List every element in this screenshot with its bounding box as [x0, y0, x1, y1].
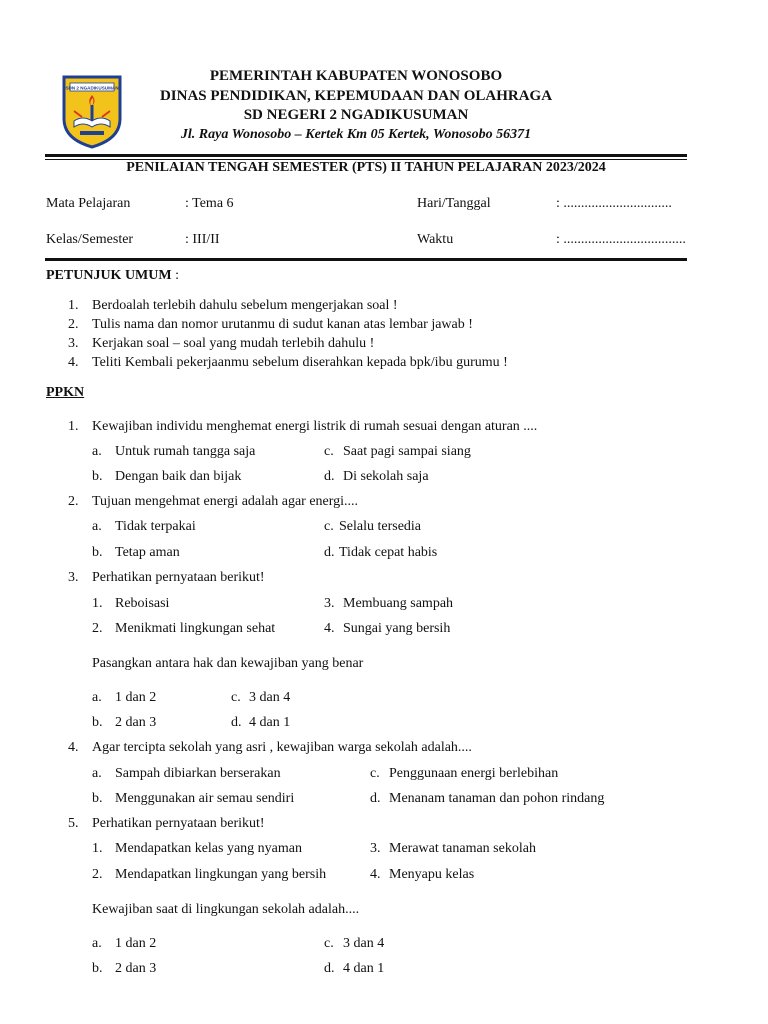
option-label: d. [231, 715, 242, 730]
date-label: Hari/Tanggal [417, 196, 491, 211]
option-label: d. [370, 791, 381, 806]
option-label: b. [92, 961, 103, 976]
option-text: Saat pagi sampai siang [343, 444, 471, 459]
statement-text: Menyapu kelas [389, 867, 475, 882]
statement-text: Sungai yang bersih [343, 621, 451, 636]
question-prompt: Pasangkan antara hak dan kewajiban yang benar [92, 656, 364, 671]
option-text: Penggunaan energi berlebihan [389, 766, 559, 781]
question-number: 5. [68, 816, 79, 831]
statement-text: Merawat tanaman sekolah [389, 841, 536, 856]
option-text: Untuk rumah tangga saja [115, 444, 256, 459]
section-title: PPKN [46, 385, 85, 400]
statement-label: 4. [324, 621, 335, 636]
instruction-number: 3. [68, 336, 79, 351]
header-government: PEMERINTAH KABUPATEN WONOSOBO [209, 68, 503, 84]
header-school-name: SD NEGERI 2 NGADIKUSUMAN [243, 107, 469, 123]
question-number: 3. [68, 570, 79, 585]
statement-label: 1. [92, 841, 103, 856]
instructions-heading-wrap [46, 268, 179, 284]
statement-label: 4. [370, 867, 381, 882]
school-logo [60, 73, 124, 149]
option-text: Selalu tersedia [339, 519, 422, 534]
statement-label: 3. [370, 841, 381, 856]
subject-value: : Tema 6 [185, 196, 234, 211]
question-text: Tujuan mengehmat energi adalah agar energi.... [92, 494, 359, 509]
option-text: 1 dan 2 [115, 936, 157, 951]
option-label: a. [92, 519, 102, 534]
option-label: d. [324, 545, 335, 560]
time-value: : ................................... [556, 232, 686, 247]
option-text: Dengan baik dan bijak [115, 469, 242, 484]
instruction-item: Tulis nama dan nomor urutanmu di sudut kanan atas lembar jawab ! [92, 317, 473, 332]
option-text: Tetap aman [115, 545, 180, 560]
option-label: b. [92, 469, 103, 484]
option-text: Di sekolah saja [343, 469, 429, 484]
statement-text: Mendapatkan kelas yang nyaman [115, 841, 302, 856]
question-text: Perhatikan pernyataan berikut! [92, 570, 265, 585]
statement-text: Membuang sampah [343, 596, 454, 611]
option-text: 4 dan 1 [249, 715, 291, 730]
instruction-number: 2. [68, 317, 79, 332]
header-divider-thick [45, 154, 687, 157]
option-text: Menggunakan air semau sendiri [115, 791, 295, 806]
option-text: 1 dan 2 [115, 690, 157, 705]
option-label: a. [92, 444, 102, 459]
option-text: Menanam tanaman dan pohon rindang [389, 791, 605, 806]
option-label: a. [92, 690, 102, 705]
instruction-number: 4. [68, 355, 79, 370]
question-text: Agar tercipta sekolah yang asri , kewajiban warga sekolah adalah.... [92, 740, 472, 755]
option-label: d. [324, 469, 335, 484]
option-label: c. [231, 690, 241, 705]
option-label: b. [92, 715, 103, 730]
info-divider [45, 258, 687, 261]
logo-lettering: SDN 2 NGADIKUSUMAN [65, 85, 119, 91]
option-label: a. [92, 936, 102, 951]
statement-text: Reboisasi [115, 596, 170, 611]
option-label: b. [92, 545, 103, 560]
option-text: 2 dan 3 [115, 715, 157, 730]
class-value: : III/II [185, 232, 220, 247]
option-label: c. [370, 766, 380, 781]
instructions-colon: : [171, 268, 179, 283]
header-address: Jl. Raya Wonosobo – Kertek Km 05 Kertek, Wonosobo 56371 [180, 127, 532, 142]
statement-text: Mendapatkan lingkungan yang bersih [115, 867, 327, 882]
header-department: DINAS PENDIDIKAN, KEPEMUDAAN DAN OLAHRAGA [159, 88, 553, 104]
statement-label: 2. [92, 867, 103, 882]
instruction-item: Berdoalah terlebih dahulu sebelum mengerjakan soal ! [92, 298, 398, 313]
exam-title: PENILAIAN TENGAH SEMESTER (PTS) II TAHUN PELAJARAN 2023/2024 [126, 160, 606, 175]
option-label: c. [324, 519, 334, 534]
option-text: Sampah dibiarkan berserakan [115, 766, 281, 781]
option-text: 3 dan 4 [249, 690, 291, 705]
statement-label: 1. [92, 596, 103, 611]
instructions-heading: PETUNJUK UMUM [46, 268, 172, 283]
instruction-item: Teliti Kembali pekerjaanmu sebelum diserahkan kepada bpk/ibu gurumu ! [92, 355, 508, 370]
option-label: c. [324, 444, 334, 459]
question-text: Kewajiban individu menghemat energi listrik di rumah sesuai dengan aturan .... [92, 419, 538, 434]
time-label: Waktu [417, 232, 454, 247]
question-prompt: Kewajiban saat di lingkungan sekolah adalah.... [92, 902, 360, 917]
statement-label: 3. [324, 596, 335, 611]
instruction-item: Kerjakan soal – soal yang mudah terlebih dahulu ! [92, 336, 375, 351]
option-label: b. [92, 791, 103, 806]
question-number: 4. [68, 740, 79, 755]
date-value: : ............................... [556, 196, 672, 211]
question-number: 1. [68, 419, 79, 434]
class-label: Kelas/Semester [46, 232, 134, 247]
question-text: Perhatikan pernyataan berikut! [92, 816, 265, 831]
statement-label: 2. [92, 621, 103, 636]
option-text: Tidak cepat habis [339, 545, 438, 560]
option-text: 3 dan 4 [343, 936, 385, 951]
option-text: 4 dan 1 [343, 961, 385, 976]
subject-label: Mata Pelajaran [46, 196, 131, 211]
option-text: Tidak terpakai [115, 519, 196, 534]
instruction-number: 1. [68, 298, 79, 313]
option-label: d. [324, 961, 335, 976]
option-label: c. [324, 936, 334, 951]
statement-text: Menikmati lingkungan sehat [115, 621, 276, 636]
question-number: 2. [68, 494, 79, 509]
option-label: a. [92, 766, 102, 781]
option-text: 2 dan 3 [115, 961, 157, 976]
